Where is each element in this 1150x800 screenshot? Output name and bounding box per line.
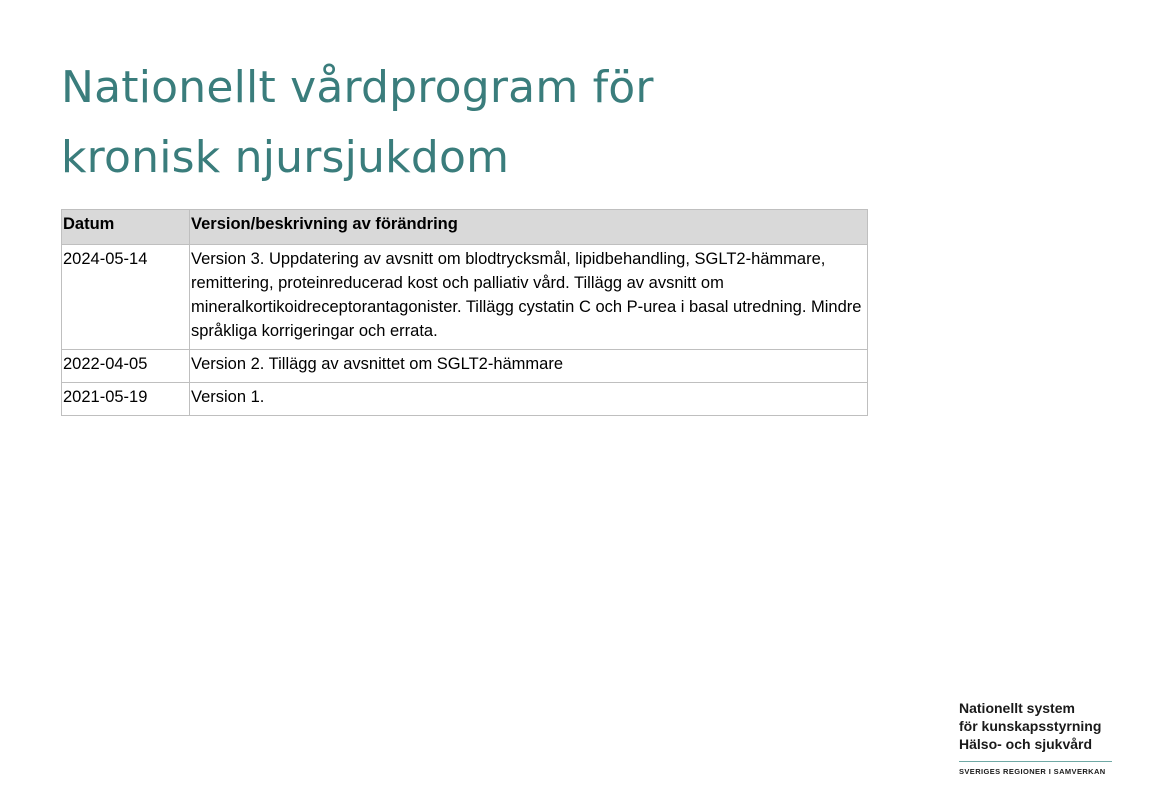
date-column-header: Datum [62,210,190,245]
row-description: Version 3. Uppdatering av avsnitt om blodtrycksmål, lipidbehandling, SGLT2-hämmare, remittering, proteinreducerad kost och palliativ vård. Tillägg av avsnitt om mineralkortikoidreceptorantagonister. Tillägg cystatin C och P-urea i basal utredning. Mindre språkliga korrigeringar och errata. [190,245,868,350]
row-description: Version 1. [190,383,868,416]
logo-line-3: Hälso- och sjukvård [959,736,1093,752]
document-title-line-1: Nationellt vårdprogram för [61,62,654,113]
table-row [62,350,868,383]
description-column-header: Version/beskrivning av förändring [190,210,868,245]
row-date: 2021-05-19 [62,383,190,416]
document-title [61,53,654,193]
table-row [62,245,868,350]
logo-divider [959,761,1112,762]
document-title-line-2: kronisk njursjukdom [61,132,510,183]
logo-tagline: SVERIGES REGIONER I SAMVERKAN [959,767,1106,776]
row-description: Version 2. Tillägg av avsnittet om SGLT2-hämmare [190,350,868,383]
logo-line-1: Nationellt system [959,700,1075,716]
changelog-header-row [62,210,868,245]
logo-line-2: för kunskapsstyrning [959,718,1102,734]
changelog-table [61,209,868,416]
table-row [62,383,868,416]
row-date: 2022-04-05 [62,350,190,383]
row-date: 2024-05-14 [62,245,190,350]
organization-logo [959,699,1114,776]
